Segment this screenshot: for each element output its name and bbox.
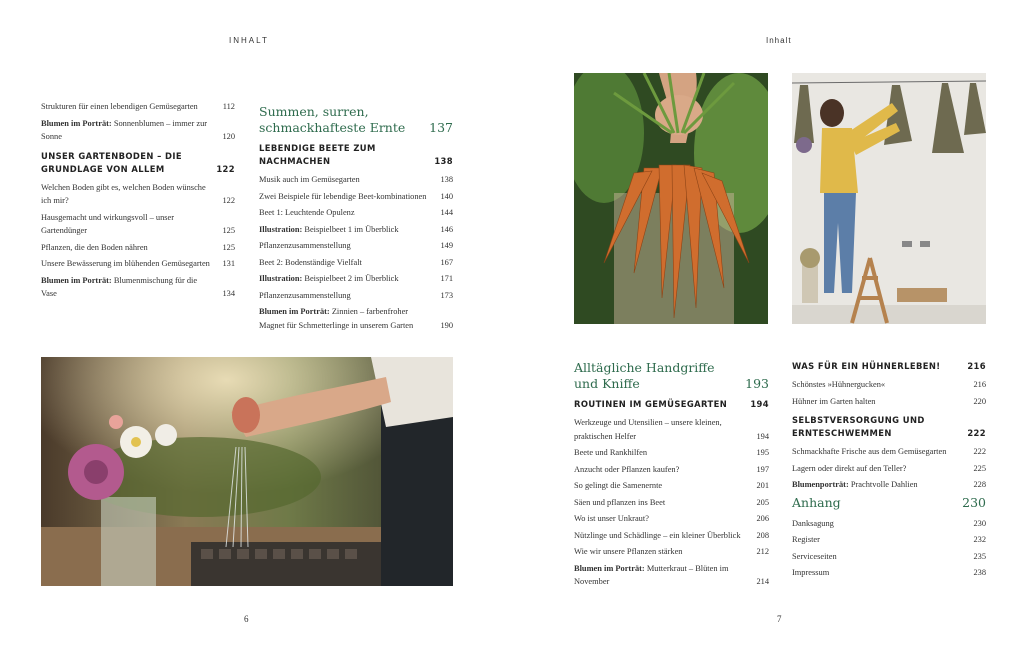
toc-entry-title: Blumenporträt: Prachtvolle Dahlien [792, 480, 918, 489]
toc-row-entry [792, 378, 986, 392]
toc-entry-title: Impressum [792, 568, 830, 577]
toc-entry-title: Pflanzen, die den Boden nähren [41, 242, 148, 252]
toc-row-entry [792, 533, 986, 547]
toc-right-col1 [574, 360, 769, 592]
toc-row-entry [259, 239, 453, 253]
toc-entry-page: 214 [756, 577, 769, 586]
toc-entry-page: 232 [973, 535, 986, 544]
toc-entry-page: 144 [440, 208, 453, 217]
toc-entry-title: WAS FÜR EIN HÜHNERLEBEN! [792, 361, 941, 371]
toc-entry-page: 195 [756, 448, 769, 457]
toc-chapter-entry [792, 495, 986, 511]
toc-row-entry [792, 462, 986, 476]
toc-entry-page: 125 [222, 242, 235, 252]
toc-row-entry [41, 181, 235, 208]
toc-entry-title: Hausgemacht und wirkungsvoll – unser Gartendünger [41, 212, 175, 235]
toc-entry-page: 140 [440, 191, 453, 201]
toc-entry-page: 193 [745, 376, 769, 391]
toc-entry-page: 138 [434, 156, 453, 166]
toc-entry-page: 197 [756, 464, 769, 474]
toc-row-entry [792, 445, 986, 459]
toc-row-entry [792, 566, 986, 580]
toc-left-col2 [259, 104, 453, 335]
toc-entry-page: 122 [222, 196, 235, 205]
toc-entry-page: 137 [429, 120, 453, 135]
toc-entry-title: Hühner im Garten halten [792, 396, 876, 406]
toc-entry-title: Register [792, 535, 820, 544]
toc-entry-title: Anhang [792, 494, 841, 510]
toc-row-entry [41, 211, 235, 238]
toc-row-entry [574, 562, 769, 589]
toc-row-entry [792, 395, 986, 409]
left-page-number: 6 [244, 614, 249, 624]
toc-entry-title: ROUTINEN IM GEMÜSEGARTEN [574, 399, 728, 409]
toc-row-entry [259, 223, 453, 237]
toc-entry-label: Blumen im Porträt: [259, 307, 330, 316]
toc-row-entry [259, 190, 453, 204]
toc-row-entry [574, 545, 769, 559]
toc-entry-title: Beet 1: Leuchtende Opulenz [259, 208, 355, 217]
toc-row-entry [41, 241, 235, 255]
toc-entry-label: Blumen im Porträt: [41, 118, 112, 128]
toc-entry-title: Danksagung [792, 518, 834, 528]
toc-section-entry [41, 150, 235, 176]
toc-entry-title: Blumen im Porträt: Blumenmischung für die Vase [41, 275, 198, 298]
toc-row-entry [259, 256, 453, 270]
toc-row-entry [792, 517, 986, 531]
toc-entry-title: Serviceseiten [792, 551, 837, 561]
toc-entry-label: Illustration: [259, 274, 303, 283]
toc-entry-title: Werkzeuge und Utensilien – unsere kleinen, praktischen Helfer [574, 418, 722, 441]
photo-drying-herbs [792, 73, 986, 324]
toc-entry-page: 228 [973, 480, 986, 489]
toc-entry-page: 149 [440, 241, 453, 250]
toc-chapter-entry [574, 360, 769, 392]
toc-row-entry [792, 550, 986, 564]
toc-entry-page: 134 [222, 289, 235, 298]
toc-entry-label: Blumen im Porträt: [574, 563, 645, 573]
toc-entry-page: 220 [973, 396, 986, 406]
toc-row-entry [259, 272, 453, 286]
toc-entry-title: Blumen im Porträt: Sonnenblumen – immer zur Sonne [41, 118, 208, 141]
toc-entry-page: 208 [756, 530, 769, 540]
toc-row-entry [41, 257, 235, 271]
toc-entry-page: 120 [222, 132, 235, 141]
toc-entry-title: Illustration: Beispielbeet 1 im Überblick [259, 224, 399, 234]
toc-entry-title: Blumen im Porträt: Zinnien – farbenfroher Magnet für Schmetterlinge in unserem Garten [259, 307, 414, 330]
left-page-header: INHALT [229, 36, 269, 45]
toc-entry-title: Pflanzenzusammenstellung [259, 290, 351, 300]
toc-entry-page: 212 [756, 547, 769, 556]
toc-entry-title: Schmackhafte Frische aus dem Gemüsegarten [792, 447, 947, 456]
toc-entry-page: 201 [756, 481, 769, 490]
toc-entry-label: Illustration: [259, 224, 303, 234]
toc-entry-title: Unsere Bewässerung im blühenden Gemüsegarten [41, 259, 210, 268]
toc-entry-title: Schönstes »Hühnergucken« [792, 380, 886, 389]
toc-section-entry [792, 414, 986, 440]
toc-entry-page: 238 [973, 568, 986, 577]
toc-entry-page: 190 [440, 320, 453, 330]
toc-entry-page: 230 [962, 494, 986, 510]
toc-entry-page: 225 [973, 463, 986, 473]
toc-entry-page: 194 [756, 431, 769, 441]
toc-entry-title: Illustration: Beispielbeet 2 im Überblick [259, 274, 399, 283]
toc-section-entry [259, 142, 453, 168]
toc-entry-title: Pflanzenzusammenstellung [259, 241, 351, 250]
toc-entry-title: Beete und Rankhilfen [574, 448, 648, 457]
toc-row-entry [792, 478, 986, 492]
toc-entry-page: 171 [440, 274, 453, 283]
toc-entry-title: So gelingt die Samenernte [574, 481, 663, 490]
toc-entry-title: Lagern oder direkt auf den Teller? [792, 463, 907, 473]
toc-entry-page: 122 [216, 163, 235, 174]
toc-right-col2 [792, 354, 986, 583]
toc-entry-title: Welchen Boden gibt es, welchen Boden wünsche ich mir? [41, 182, 206, 205]
toc-row-entry [41, 100, 235, 114]
toc-entry-title: Beet 2: Bodenständige Vielfalt [259, 257, 362, 267]
toc-entry-page: 131 [222, 259, 235, 268]
toc-row-entry [574, 512, 769, 526]
toc-entry-page: 112 [222, 102, 235, 111]
toc-entry-title: SELBSTVERSORGUNG UND ERNTESCHWEMMEN [792, 415, 925, 438]
toc-entry-title: Musik auch im Gemüsegarten [259, 175, 360, 184]
toc-entry-page: 205 [756, 497, 769, 507]
toc-entry-title: Alltägliche Handgriffe und Kniffe [574, 360, 715, 391]
toc-row-entry [259, 305, 453, 332]
toc-entry-page: 216 [967, 361, 986, 371]
toc-entry-page: 173 [440, 290, 453, 300]
toc-section-entry [792, 360, 986, 373]
photo-watering-seedlings [41, 357, 453, 586]
toc-entry-page: 146 [440, 224, 453, 234]
toc-entry-page: 125 [222, 226, 235, 235]
toc-entry-page: 194 [750, 399, 769, 409]
toc-entry-title: LEBENDIGE BEETE ZUM NACHMACHEN [259, 143, 376, 166]
right-page-number: 7 [777, 614, 782, 624]
toc-entry-title: Säen und pflanzen ins Beet [574, 497, 666, 507]
toc-entry-title: Zwei Beispiele für lebendige Beet-kombinationen [259, 191, 427, 201]
right-page-header: Inhalt [766, 36, 792, 45]
toc-row-entry [574, 479, 769, 493]
toc-entry-page: 235 [973, 551, 986, 561]
toc-entry-title: Wie wir unsere Pflanzen stärken [574, 547, 683, 556]
toc-entry-title: Blumen im Porträt: Mutterkraut – Blüten im November [574, 563, 729, 586]
toc-entry-page: 216 [973, 380, 986, 389]
toc-entry-title: Anzucht oder Pflanzen kaufen? [574, 464, 680, 474]
toc-row-entry [259, 289, 453, 303]
toc-entry-title: Summen, surren, schmackhafteste Ernte [259, 104, 406, 135]
toc-entry-title: Strukturen für einen lebendigen Gemüsegarten [41, 102, 198, 111]
toc-row-entry [574, 446, 769, 460]
toc-entry-page: 206 [756, 514, 769, 523]
toc-left-col1 [41, 100, 235, 304]
toc-row-entry [574, 529, 769, 543]
toc-chapter-entry [259, 104, 453, 136]
toc-entry-page: 222 [967, 428, 986, 438]
toc-row-entry [41, 274, 235, 301]
toc-section-entry [574, 398, 769, 411]
toc-entry-label: Blumen im Porträt: [41, 275, 112, 285]
toc-entry-title: Nützlinge und Schädlinge – ein kleiner Überblick [574, 530, 741, 540]
toc-entry-page: 222 [973, 447, 986, 456]
toc-row-entry [574, 416, 769, 443]
toc-entry-page: 167 [440, 257, 453, 267]
toc-row-entry [574, 463, 769, 477]
photo-carrots [574, 73, 768, 324]
toc-entry-title: UNSER GARTENBODEN – DIE GRUNDLAGE VON ALLEM [41, 150, 182, 174]
toc-row-entry [259, 173, 453, 187]
toc-row-entry [259, 206, 453, 220]
toc-entry-page: 138 [440, 175, 453, 184]
toc-entry-title: Wo ist unser Unkraut? [574, 514, 649, 523]
toc-row-entry [574, 496, 769, 510]
toc-row-entry [41, 117, 235, 144]
toc-entry-page: 230 [973, 518, 986, 528]
toc-entry-label: Blumenporträt: [792, 480, 849, 489]
